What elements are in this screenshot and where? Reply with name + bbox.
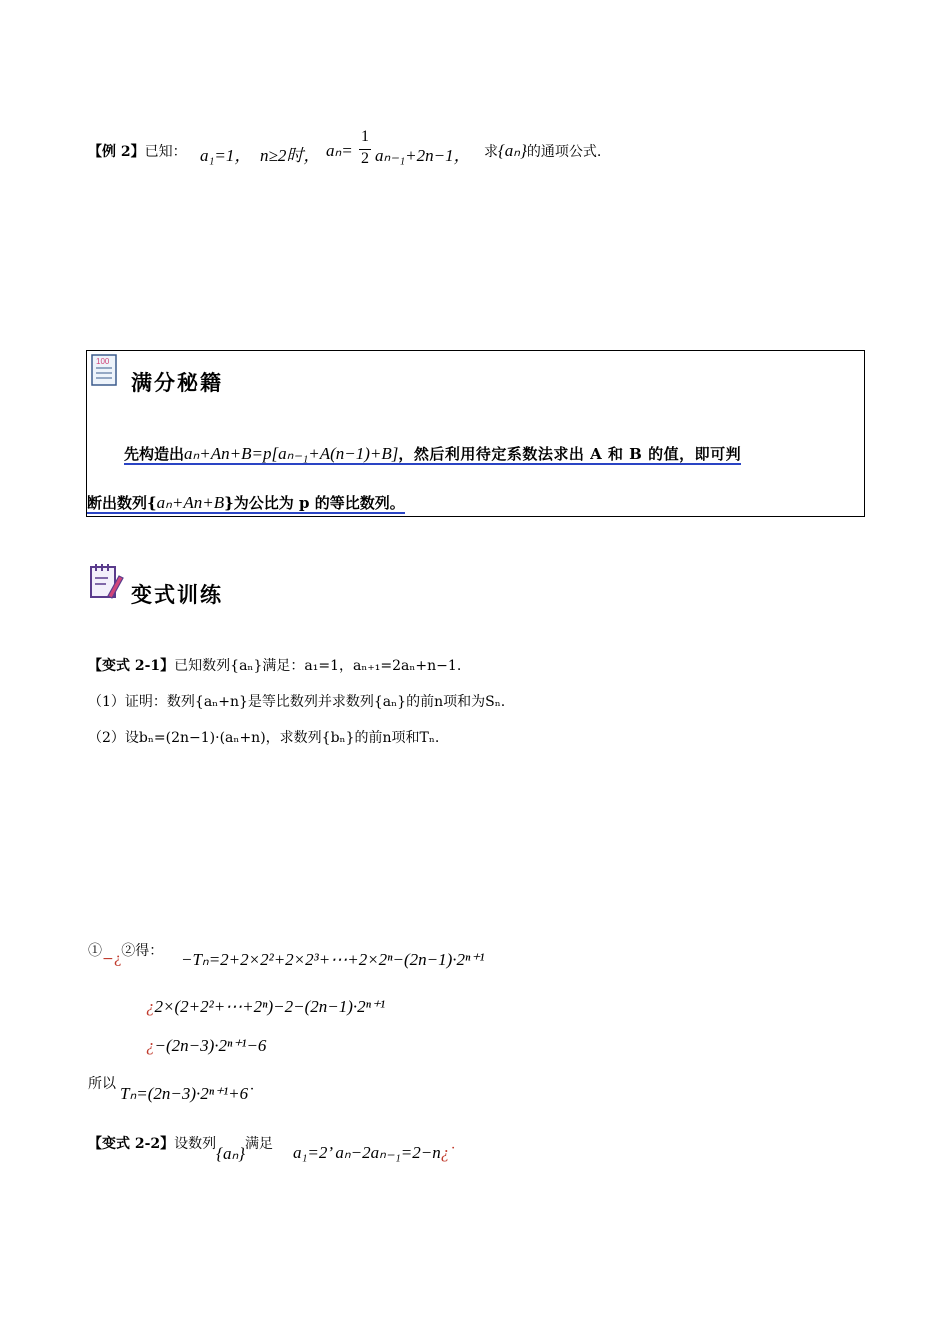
example2-eq1: a₁=1， bbox=[200, 146, 252, 165]
notebook-pencil-icon bbox=[88, 562, 124, 602]
notepad-100-icon bbox=[90, 353, 120, 387]
step-circle-1: ① bbox=[88, 943, 102, 959]
sequence-symbol: {aₙ} bbox=[498, 141, 527, 160]
example2-rest: aₙ₋₁+2n−1， bbox=[375, 146, 471, 165]
variant22-lead: 设数列 bbox=[174, 1136, 217, 1152]
tips-line1 bbox=[124, 443, 741, 464]
variant22-tag: 【变式 2-2】 bbox=[88, 1136, 175, 1152]
step-label bbox=[88, 940, 164, 967]
variant22-eq bbox=[293, 1143, 455, 1163]
tips-line2-start: 断出数列{ bbox=[87, 494, 157, 512]
variant21-line bbox=[88, 655, 461, 675]
ask-text: 求 bbox=[484, 144, 498, 160]
tips-line1-formula: aₙ+An+B=p[aₙ₋₁+A(n−1)+B] bbox=[184, 444, 399, 463]
variant22-mid: 满足 bbox=[245, 1136, 274, 1152]
ask-tail: 的通项公式. bbox=[526, 144, 602, 160]
solution-line2 bbox=[146, 997, 385, 1017]
variant21-tag: 【变式 2-1】 bbox=[88, 658, 175, 674]
example2-cond: n≥2时， bbox=[260, 146, 321, 165]
example2-an: aₙ= bbox=[326, 141, 353, 160]
tips-line1-end: ，然后利用待定系数法求出 A 和 B 的值，即可判 bbox=[398, 445, 742, 463]
example-lead: 已知： bbox=[144, 144, 187, 160]
frac-numerator: 1 bbox=[361, 128, 369, 145]
variant21-q2: （2）设bₙ=(2n−1)·(aₙ+n)，求数列{bₙ}的前n项和Tₙ. bbox=[88, 730, 440, 746]
step-circle-2: ②得： bbox=[121, 943, 164, 959]
example2-line bbox=[88, 141, 187, 161]
line3-mark: ¿ bbox=[146, 1036, 155, 1055]
tips-line2-end: }为公比为 p 的等比数列。 bbox=[224, 494, 405, 512]
tips-line1-start: 先构造出 bbox=[124, 445, 185, 463]
variant22-eq-text: a₁=2’ aₙ−2aₙ₋₁=2−n bbox=[293, 1143, 441, 1162]
tips-title: 满分秘籍 bbox=[131, 370, 223, 395]
practice-title: 变式训练 bbox=[131, 582, 223, 607]
solution-line3 bbox=[146, 1036, 266, 1056]
variant21-q1: （1）证明：数列{aₙ+n}是等比数列并求数列{aₙ}的前n项和为Sₙ. bbox=[88, 694, 506, 710]
variant22-seq: {aₙ} bbox=[216, 1144, 246, 1163]
solution-line4: Tₙ=(2n−3)·2ⁿ⁺¹+6˙ bbox=[120, 1084, 254, 1103]
variant22-line bbox=[88, 1133, 274, 1163]
step-minus: −¿ bbox=[102, 951, 122, 967]
variant21-text: 已知数列{aₙ}满足：a₁=1，aₙ₊₁=2aₙ+n−1. bbox=[174, 658, 462, 674]
line3-text: −(2n−3)·2ⁿ⁺¹−6 bbox=[154, 1036, 267, 1055]
example2-ask bbox=[484, 141, 601, 161]
tips-line2 bbox=[87, 492, 405, 513]
svg-text:100: 100 bbox=[96, 357, 110, 366]
variant22-mark: ¿˙ bbox=[440, 1143, 455, 1162]
line2-text: 2×(2+2²+⋯+2ⁿ)−2−(2n−1)·2ⁿ⁺¹ bbox=[154, 997, 386, 1016]
line2-mark: ¿ bbox=[146, 997, 155, 1016]
solution-line1: −Tₙ=2+2×2²+2×2³+⋯+2×2ⁿ−(2n−1)·2ⁿ⁺¹ bbox=[181, 950, 485, 969]
tips-line2-formula: aₙ+An+B bbox=[156, 493, 225, 512]
frac-denominator: 2 bbox=[361, 150, 369, 167]
solution-so: 所以 bbox=[88, 1076, 116, 1092]
example-tag: 【例 2】 bbox=[88, 144, 145, 160]
